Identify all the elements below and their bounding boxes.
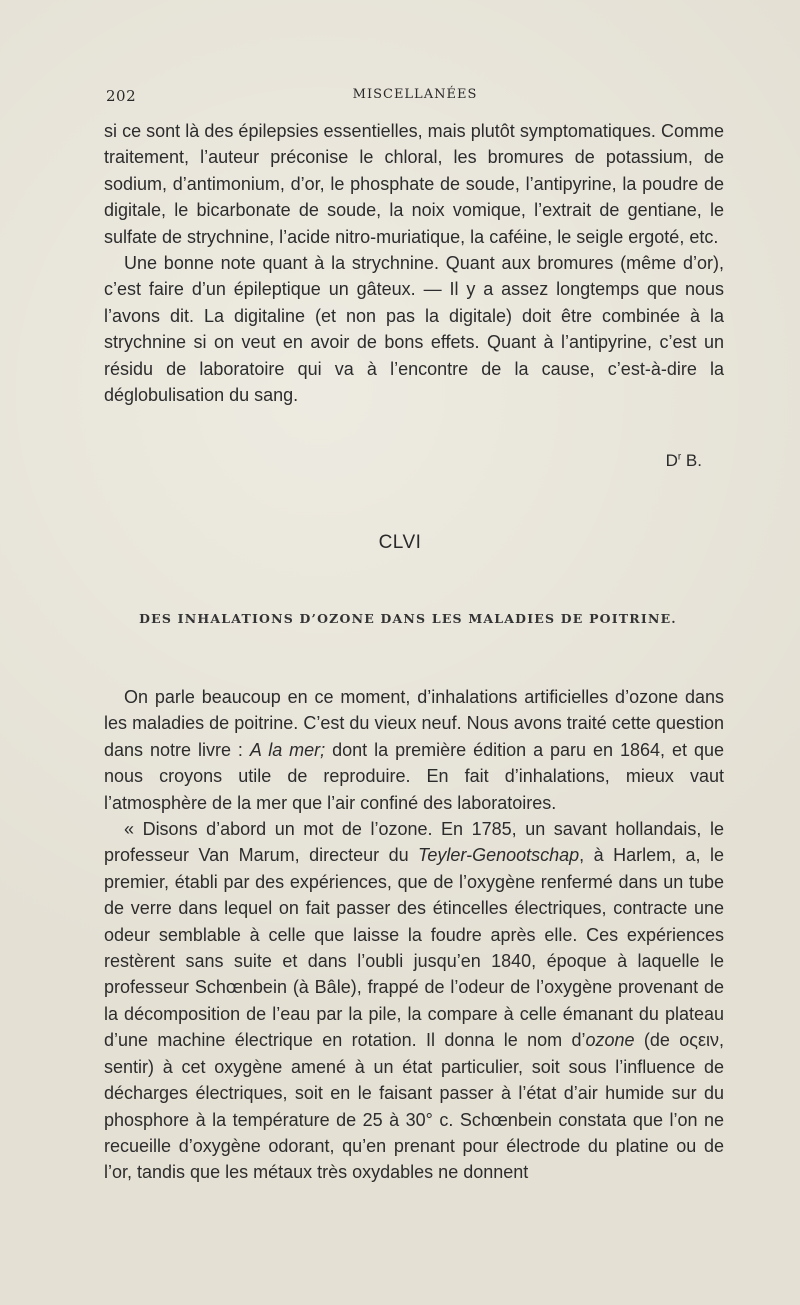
- page-number: 202: [106, 87, 137, 105]
- page-header: [106, 87, 724, 111]
- signature-name: B.: [681, 451, 702, 470]
- text-run: On parle beaucoup en ce moment, d’inhalations artificielles d’ozone dans les maladies de poitrine. C’est du vieux neuf. Nous avons traité cette question dans notre livre :: [104, 687, 724, 760]
- article-text: [104, 684, 724, 1186]
- paragraph: [104, 816, 724, 1186]
- paragraph: Une bonne note quant à la strychnine. Quant aux bromures (même d’or), c’est faire d’un épileptique un gâteux. — Il y a assez longtemps que nous l’avons dit. La digitaline (et non pas la digitale) doit être combinée à la strychnine si on veut en avoir de bons effets. Quant à l’antipyrine, c’est un résidu de laboratoire qui va à l’encontre de la cause, c’est-à-dire la déglobulisation du sang.: [104, 253, 724, 406]
- signature-sup: r: [677, 451, 682, 463]
- text-run: dont la première édition a paru en 1864, et que nous croyons utile de reproduire. En fait d’inhalations, mieux vaut l’atmosphère de la mer que l’air confiné des laboratoires.: [104, 739, 724, 813]
- book-title: A la mer;: [249, 739, 326, 760]
- author-signature: [104, 451, 702, 471]
- signature-prefix: D: [665, 451, 678, 470]
- chapter-number: CLVI: [378, 532, 422, 553]
- term-ozone: ozone: [585, 1030, 635, 1051]
- chapter-title: DES INHALATIONS D’OZONE DANS LES MALADIES DE POITRINE.: [139, 611, 677, 626]
- previous-article-text: [104, 118, 724, 408]
- text-run: (de οςειν, sentir) à cet oxygène amené à un état particulier, soit sous l’influence de décharges électriques, soit en le faisant passer à l’état d’air humide sur du phosphore à la température de 25 à 30° c. Schœnbein constata que l’on ne recueille d’oxygène odorant, qu’en prenant pour électrode du platine ou de l’or, tandis que les métaux très oxydables ne donnent: [104, 1030, 724, 1183]
- running-head: MISCELLANÉES: [352, 87, 478, 102]
- society-name: Teyler-Genootschap: [418, 845, 580, 866]
- text-run: , à Harlem, a, le premier, établi par des expériences, que de l’oxygène renfermé dans un tube de verre dans lequel on fait passer des étincelles électriques, contracte une odeur semblable à celle que laisse la foudre après elle. Ces expériences restèrent sans suite et dans l’oubli jusqu’en 1840, époque à laquelle le professeur Schœnbein (à Bâle), frappé de l’odeur de l’oxygène provenant de la décomposition de l’eau par la pile, la compare à celle émanant du plateau d’une machine électrique en rotation. Il donna le nom d’: [104, 845, 725, 1051]
- text-run: « Disons d’abord un mot de l’ozone. En 1785, un savant hollandais, le professeur Van Marum, directeur du: [104, 819, 724, 866]
- paragraph: si ce sont là des épilepsies essentielles, mais plutôt symptomatiques. Comme traitement, l’auteur préconise le chloral, les bromures de potassium, de sodium, d’antimonium, d’or, le phosphate de soude, l’antipyrine, la poudre de digitale, le bicarbonate de soude, la noix vomique, l’extrait de gentiane, le sulfate de strychnine, l’acide nitro-muriatique, la caféine, le seigle ergoté, etc.: [104, 121, 724, 247]
- paragraph: [104, 684, 724, 816]
